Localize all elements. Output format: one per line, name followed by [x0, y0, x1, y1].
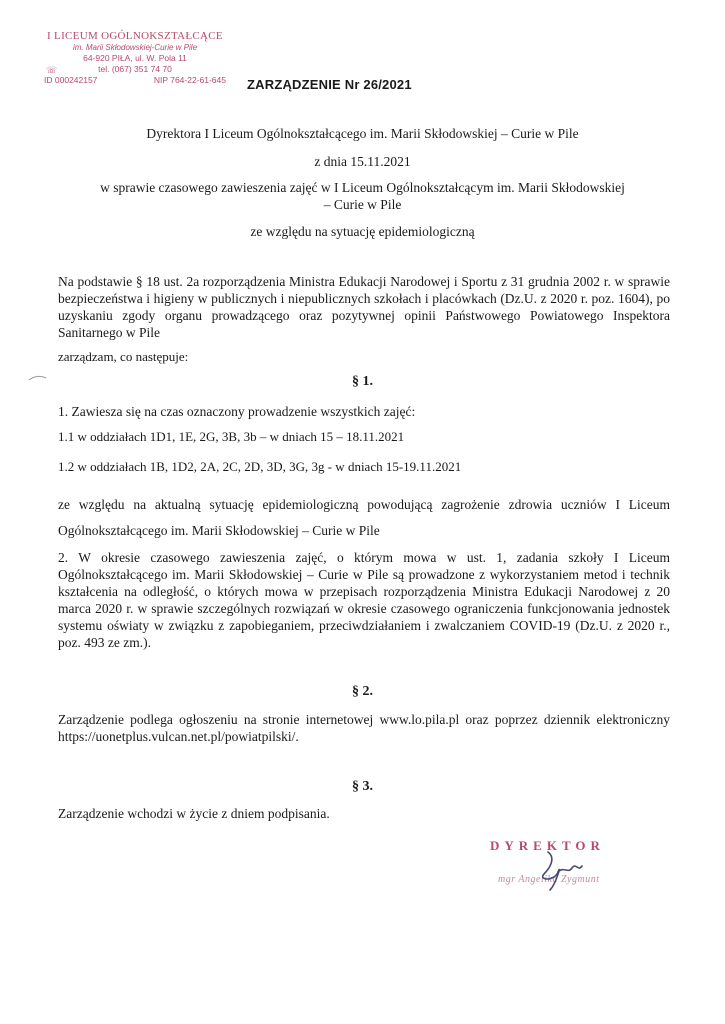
stamp-ids — [40, 75, 230, 85]
section-2-text: Zarządzenie podlega ogłoszeniu na stronie internetowej www.lo.pila.pl oraz poprzez dziennik elektroniczny https://uonetplus.vulcan.net.pl/powiatpilski/. — [58, 712, 670, 744]
stamp-patron: im. Marii Skłodowskiej-Curie w Pile — [72, 43, 198, 52]
point-1-2: 1.2 w oddziałach 1B, 1D2, 2A, 2C, 2D, 3D, 3G, 3g - w dniach 15-19.11.2021 — [58, 459, 462, 474]
ordering-line: zarządzam, co następuje: — [58, 349, 189, 364]
stamp-phone: tel. (067) 351 74 70 — [98, 64, 172, 74]
document-title: ZARZĄDZENIE Nr 26/2021 — [247, 77, 412, 92]
section-3-text: Zarządzenie wchodzi w życie z dniem podpisania. — [58, 806, 330, 821]
subject-line-1: w sprawie czasowego zawieszenia zajęć w I Liceum Ogólnokształcącym im. Marii Skłodowskiej — [100, 180, 625, 195]
point-2: 2. W okresie czasowego zawieszenia zajęć, o którym mowa w ust. 1, zadania szkoły I Liceum Ogólnokształcącego im. Marii Skłodowskiej – Curie w Pile są prowadzone z wykorzystaniem metod i technik kształcenia na odległość, o których mowa w przepisach rozporządzenia Ministra Edukacji Narodowej z 20 marca 2020 r. w sprawie szczególnych rozwiązań w okresie czasowego ograniczenia funkcjonowania jednostek systemu oświaty w związku z zapobieganiem, przeciwdziałaniem i zwalczaniem COVID-19 (Dz.U. z 2020 r., poz. 493 ze zm.). — [58, 550, 670, 650]
date-line: z dnia 15.11.2021 — [314, 154, 411, 169]
stamp-id: ID 000242157 — [44, 75, 98, 85]
point-1-intro: 1. Zawiesza się na czas oznaczony prowadzenie wszystkich zajęć: — [58, 404, 416, 419]
stamp-address: 64-920 PIŁA, ul. W. Pola 11 — [83, 53, 187, 63]
section-1-heading: § 1. — [352, 374, 373, 389]
school-stamp — [40, 30, 230, 85]
stamp-school-name: I LICEUM OGÓLNOKSZTAŁCĄCE — [47, 30, 223, 42]
reason-line: ze względu na sytuację epidemiologiczną — [250, 224, 475, 239]
phone-icon: ☏ — [46, 65, 58, 75]
section-2-heading: § 2. — [352, 684, 373, 699]
signature-name: mgr Angelika Zygmunt — [498, 874, 600, 885]
stamp-nip: NIP 764-22-61-645 — [153, 75, 226, 85]
issuer-line: Dyrektora I Liceum Ogólnokształcącego im. Marii Skłodowskiej – Curie w Pile — [146, 126, 579, 141]
subject-line-2: – Curie w Pile — [323, 197, 402, 212]
section-3-heading: § 3. — [352, 779, 373, 794]
point-1-1: 1.1 w oddziałach 1D1, 1E, 2G, 3B, 3b – w dniach 15 – 18.11.2021 — [58, 429, 405, 444]
handwritten-signature — [528, 848, 588, 893]
legal-basis: Na podstawie § 18 ust. 2a rozporządzenia Ministra Edukacji Narodowej i Sportu z 31 grudnia 2002 r. w sprawie bezpieczeństwa i higieny w publicznych i niepublicznych szkołach i placówkach (Dz.U. z 2020 r. poz. 1604), po uzyskaniu zgody organu prowadzącego oraz pozytywnej opinii Państwowego Powiatowego Inspektora Sanitarnego w Pile — [58, 274, 670, 340]
signature-title: DYREKTOR — [490, 838, 605, 853]
point-1-reason: ze względu na aktualną sytuację epidemiologiczną powodującą zagrożenie zdrowia uczniów I Liceum Ogólnokształcącego im. Marii Skłodowskiej – Curie w Pile — [58, 497, 670, 538]
